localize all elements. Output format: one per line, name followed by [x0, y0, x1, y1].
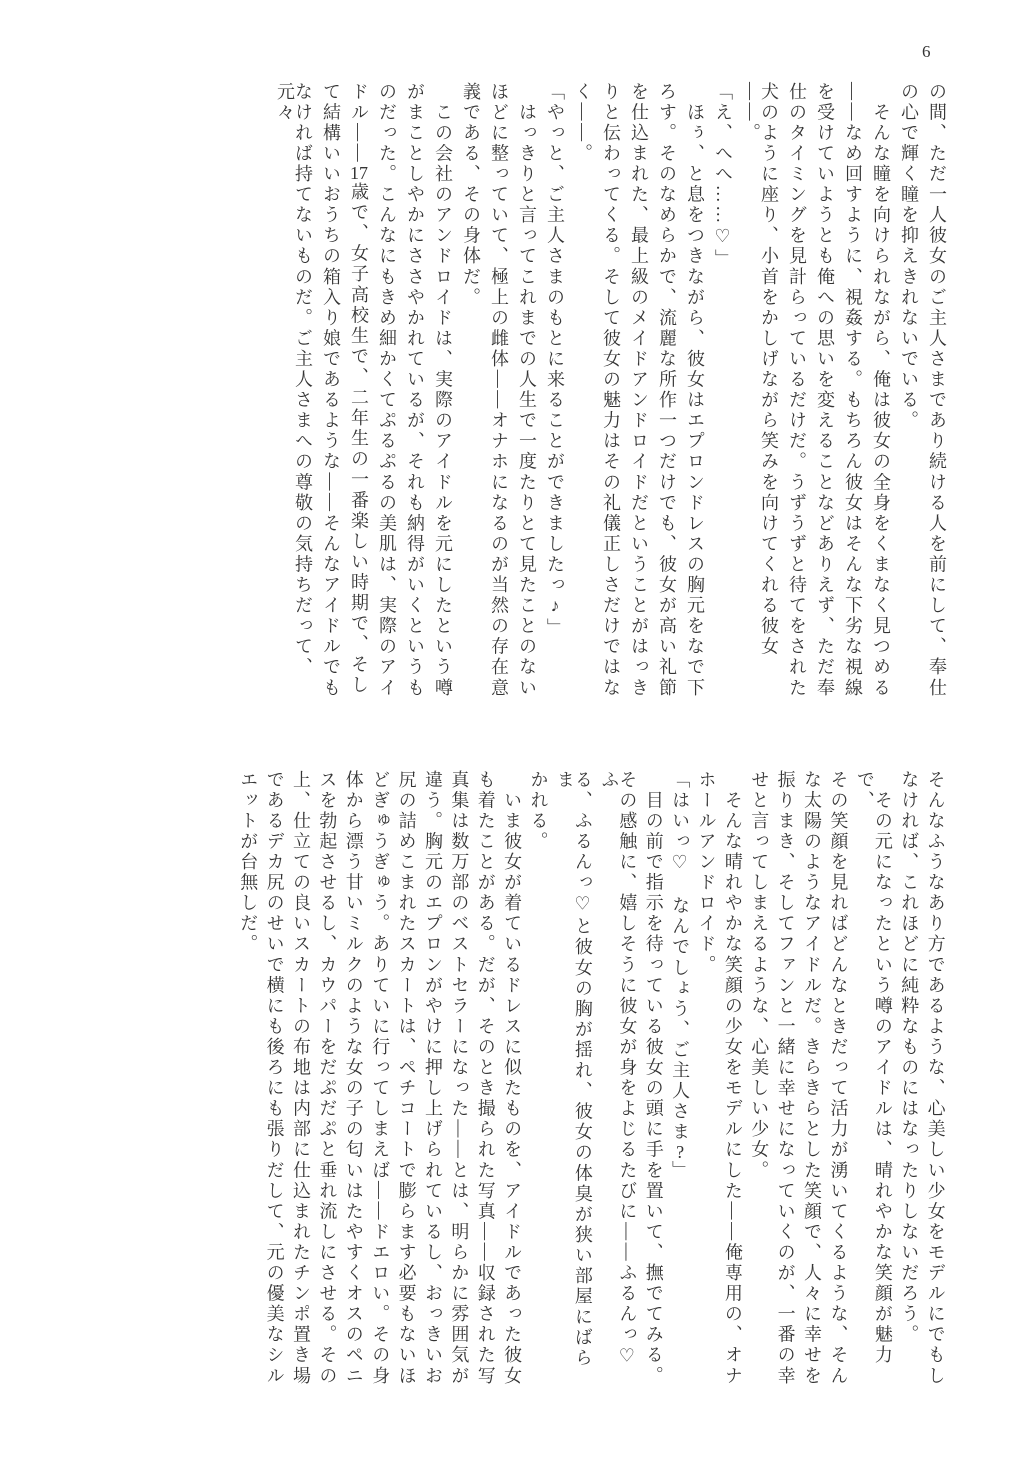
text-column: る、ふるんっ♡と彼女の胸が揺れ、彼女の体臭が狭い部屋にばらま: [554, 770, 593, 1369]
text-column: いま彼女が着ているドレスに似たものを、アイドルであった彼女: [502, 770, 523, 1387]
text-column: そんな瞳を向けられながら、俺は彼女の全身をくまなく見つめる: [871, 82, 891, 699]
text-column: なければ持てないものだ。ご主人さまへの尊敬の気持ちだって、元々: [275, 82, 313, 678]
text-column: 尻の詰めこまれたスカートは、ペチコートで膨らます必要もないほ: [396, 770, 417, 1387]
text-column: であるデカ尻のせいで横にも後ろにも張りだして、元の優美なシル: [264, 770, 285, 1387]
text-column: そんな晴れやかな笑顔の少女をモデルにした——俺専用の、オナ: [722, 770, 743, 1387]
text-column: その元になったという噂のアイドルは、晴れやかな笑顔が魅力で、: [854, 770, 893, 1366]
text-column: 上、仕立ての良いスカートの布地は内部に仕込まれたチンポ置き場: [291, 770, 312, 1387]
text-column: ろす。そのなめらかで、流麗な所作一つだけでも、彼女が高い礼節: [657, 82, 677, 699]
text-column-dialogue: 「え、へへ……♡」: [713, 82, 733, 270]
text-column: 違う。胸元のエプロンがやけに押し上げられているし、おっきいお: [422, 770, 443, 1387]
text-block-top: [266, 82, 956, 702]
text-column: 義である、その身体だ。: [461, 82, 481, 309]
text-column: なければ、これほどに純粋なものにはなったりしないだろう。: [899, 770, 920, 1346]
text-column: 真集は数万部のベストセラーになった——とは、明らかに雰囲気が: [449, 770, 470, 1387]
text-column: 体から漂う甘いミルクのような女の子の匂いはたやすくオスのペニ: [343, 770, 364, 1387]
text-column: ほぅ、と息をつきながら、彼女はエプロンドレスの胸元をなで下: [685, 82, 705, 699]
text-column: のだった。こんなにもきめ細かくてぷるぷるの美肌は、実際のアイ: [377, 82, 397, 699]
text-column: 目の前で指示を待っている彼女の頭に手を置いて、撫でてみる。: [643, 770, 664, 1387]
text-column: かれる。: [528, 770, 549, 853]
text-column: 仕のタイミングを見計らっているだけだ。うずうずと待てをされた: [787, 82, 807, 699]
text-block-bottom: [231, 770, 953, 1390]
text-column: ドル——17歳で、女子高校生で、二年生の一番楽しい時期で、そし: [349, 82, 369, 696]
text-column: その感触に、嬉しそうに彼女が身をよじるたびに——ふるんっ♡ふ: [599, 770, 638, 1369]
text-column: ほどに整っていて、極上の雌体——オナホになるのが当然の存在意: [489, 82, 509, 699]
text-column: スを勃起させるし、カウパーをだぷだぷと垂れ流しにさせる。その: [317, 770, 338, 1387]
text-column: 犬のように座り、小首をかしげながら笑みを向けてくれる彼女——。: [741, 82, 779, 658]
text-column: の間、ただ一人彼女のご主人さまであり続ける人を前にして、奉仕: [927, 82, 947, 699]
text-column: の心で輝く瞳を抑えきれないでいる。: [899, 82, 919, 432]
text-column: を受けていようとも俺への思いを変えることなどありえず、ただ奉: [815, 82, 835, 699]
text-column: を仕込まれた、最上級のメイドアンドロイドだということがはっき: [629, 82, 649, 699]
text-column: この会社のアンドロイドは、実際のアイドルを元にしたという噂: [433, 82, 453, 699]
page-number: 6: [922, 42, 931, 61]
text-column: て結構いいおうちの箱入り娘であるような——そんなアイドルでも: [321, 82, 341, 699]
text-column: く——。: [573, 82, 593, 165]
text-column: せと言ってしまえるような、心美しい少女。: [749, 770, 770, 1181]
text-column: そんなふうなあり方であるような、心美しい少女をモデルにでもし: [925, 770, 946, 1387]
text-column: その笑顔を見ればどんなときだって活力が湧いてくるような、そん: [828, 770, 849, 1387]
text-column: も着たことがある。だが、そのとき撮られた写真——収録された写: [475, 770, 496, 1387]
text-column-dialogue: 「やっと、ご主人さまのもとに来ることができましたっ♪」: [545, 82, 565, 639]
text-column: な太陽のようなアイドルだ。きらきらとした笑顔で、人々に幸せを: [802, 770, 823, 1387]
text-column: 振りまき、そしてファンと一緒に幸せになっていくのが、一番の幸: [775, 770, 796, 1387]
text-column-dialogue: 「はいっ♡ なんでしょう、ご主人さま?」: [670, 770, 691, 1182]
text-column: ホールアンドロイド。: [696, 770, 717, 976]
text-column: がまことしやかにささやかれているが、それも納得がいくというも: [405, 82, 425, 699]
text-column: どぎゅうぎゅう。ありていに行ってしまえば——ドエロい。その身: [370, 770, 391, 1387]
text-column: はっきりと言ってこれまでの人生で一度たりとて見たことのない: [517, 82, 537, 699]
text-column: ——なめ回すように、視姦する。もちろん彼女はそんな下劣な視線: [843, 82, 863, 699]
text-column: りと伝わってくる。そして彼女の魅力はその礼儀正しさだけではな: [601, 82, 621, 699]
text-column: エットが台無しだ。: [238, 770, 259, 955]
